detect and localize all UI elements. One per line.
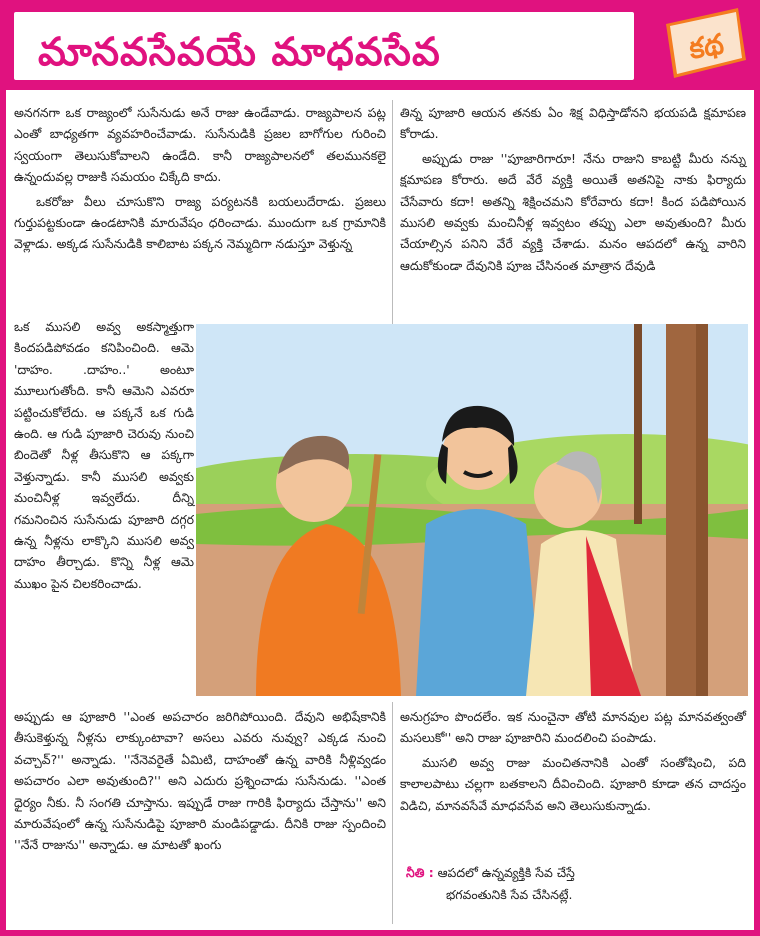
left-column-narrow (14, 316, 194, 597)
story-illustration (196, 324, 748, 696)
paragraph: ముసలి అవ్వ రాజు మంచితనానికి ఎంతో సంతోషించి, పది కాలాలపాటు చల్లగా బతకాలని దీవించింది. పూజారి కూడా తన చాదస్తం విడిచి, మానవసేవే మాధవసేవ అని తెలుసుకున్నాడు. (400, 754, 746, 813)
paragraph: ఒకరోజు వీలు చూసుకొని రాజ్య పర్యటనకి బయలుదేరాడు. ప్రజలు గుర్తుపట్టకుండా ఉండటానికి మారువేషం ధరించాడు. ముందుగా ఒక గ్రామానికి వెళ్లాడు. అక్కడ సుసేనుడికి కాలిబాట పక్కన నెమ్మదిగా నడుస్తూ వెళ్తున్న (14, 193, 386, 252)
moral-line: భగవంతునికి సేవ చేసినట్లే. (446, 887, 573, 902)
badge-label: కథ (686, 27, 727, 66)
story-title: మానవసేవయే మాధవసేవ (38, 30, 441, 75)
right-column-bottom (400, 706, 746, 819)
paragraph: అప్పుడు ఆ పూజారి ''ఎంత అపచారం జరిగిపోయింది. దేవుని అభిషేకానికి తీసుకెళ్తున్న నీళ్లను లాక్కుంటావా? అసలు ఎవరు నువ్వు? ఎక్కడ నుంచి వచ్చావ్?'' అన్నాడు. ''నేనెవరైతే ఏమిటి, దాహంతో ఉన్న వారికి నీళ్లివ్వడం అపచారం ఎలా అవుతుంది?'' అని ఎదురు ప్రశ్నించాడు సుసేనుడు. ''ఎంత ధైర్యం నీకు. నీ సంగతి చూస్తాను. ఇప్పుడే రాజు గారికి ఫిర్యాదు చేస్తాను'' అని మారువేషంలో ఉన్న సుసేనుడిపై పూజారి మండిపడ్డాడు. దీనికి రాజు స్పందించి ''నేనే రాజును'' అన్నాడు. ఆ మాటతో ఖంగు (14, 709, 386, 853)
moral-label: నీతి : (406, 865, 434, 880)
paragraph: అనుగ్రహం పొందలేం. ఇక నుంచైనా తోటి మానవుల పట్ల మానవత్వంతో మసలుకో'' అని రాజు పూజారిని మందలించి పంపాడు. (400, 709, 746, 746)
title-box (14, 12, 634, 80)
katha-badge-icon (660, 4, 750, 84)
paragraph: అనగనగా ఒక రాజ్యంలో సుసేనుడు అనే రాజు ఉండేవాడు. రాజ్యపాలన పట్ల ఎంతో బాధ్యతగా వ్యవహరించేవాడు. సుసేనుడికి ప్రజల బాగోగుల గురించి స్వయంగా తెలుసుకోవాలని ఉండేది. కానీ రాజ్యపాలనలో తలమునకలై ఉన్నందువల్ల రాజుకి సమయం చిక్కేది కాదు. (14, 105, 386, 185)
paragraph: తిన్న పూజారి ఆయన తనకు ఏం శిక్ష విధిస్తాడోనని భయపడి క్షమాపణ కోరాడు. (400, 105, 746, 142)
column-divider (392, 702, 393, 924)
moral-line: ఆపదలో ఉన్నవ్యక్తికి సేవ చేస్తే (437, 865, 575, 880)
left-column-bottom (14, 706, 386, 859)
moral-box (406, 862, 746, 906)
paragraph: ఒక ముసలి అవ్వ అకస్మాత్తుగా కిందపడిపోవడం కనిపించింది. ఆమె 'దాహం. .దాహం..' అంటూ మూలుగుతోంది. కానీ ఆమెని ఎవరూ పట్టించుకోలేదు. ఆ పక్కనే ఒక గుడి ఉంది. ఆ గుడి పూజారి చెరువు నుంచి బిందెతో నీళ్ల తీసుకొని ఆ పక్కగా వెళ్తున్నాడు. కానీ ముసలి అవ్వకు మంచినీళ్ల ఇవ్వలేదు. దీన్ని గమనించిన సుసేనుడు పూజారి దగ్గర ఉన్న నీళ్లను లాక్కొని ముసలి అవ్వ దాహం తీర్చాడు. కొన్ని నీళ్ల ఆమె ముఖం పైన చిలకరించాడు. (14, 319, 194, 591)
left-column-top (14, 102, 386, 258)
right-column-top (400, 102, 746, 279)
header-banner (0, 0, 760, 90)
paragraph: అప్పుడు రాజు ''పూజారిగారూ! నేను రాజుని కాబట్టి మీరు నన్ను క్షమాపణ కోరారు. అదే వేరే వ్యక్తి అయితే అతనిపై నాకు ఫిర్యాదు చేసేవారు కదా! అతన్ని శిక్షించమని కోరేవారు కదా! కింద పడిపోయిన ముసలి అవ్వకు మంచినీళ్ల ఇవ్వటం తప్పు ఎలా అవుతుంది? మీరు చేయాల్సిన పనిని వేరే వ్యక్తి చేశాడు. మనం ఆపదలో ఉన్న వారిని ఆదుకోకుండా దేవునికి పూజ చేసినంత మాత్రాన దేవుడి (400, 150, 746, 273)
column-divider (392, 100, 393, 330)
